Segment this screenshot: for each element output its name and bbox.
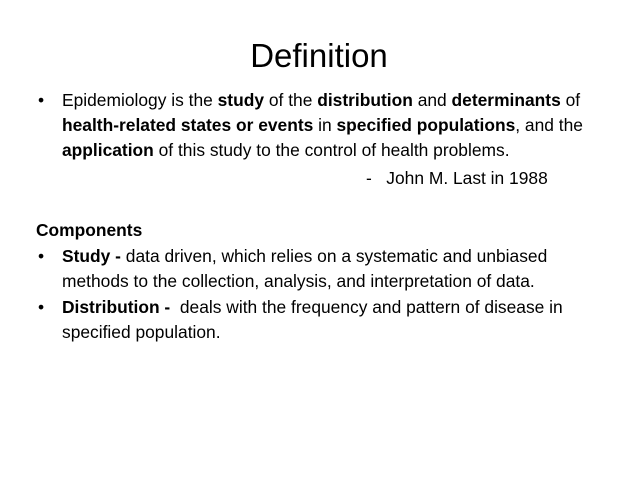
definition-part: , and the — [515, 115, 583, 135]
definition-keyword-specified-populations: specified populations — [336, 115, 516, 135]
definition-part: and — [412, 90, 452, 110]
component-description: data driven, which relies on a systematic and unbiased methods to the collection, analysis, and interpretation of data. — [62, 246, 553, 291]
slide-content — [36, 88, 611, 345]
components-heading: Components — [36, 220, 143, 240]
definition-keyword-health-related-states: health-related states or events — [62, 115, 314, 135]
definition-text — [62, 90, 583, 160]
component-term: Distribution - — [62, 297, 171, 317]
definition-part: Epidemiology is the — [62, 90, 218, 110]
attribution: - John M. Last in 1988 — [366, 168, 548, 188]
component-term: Study - — [62, 246, 121, 266]
definition-keyword-distribution: distribution — [317, 90, 413, 110]
definition-part: of this study to the control of health problems. — [153, 140, 510, 160]
slide-title: Definition — [250, 37, 388, 74]
definition-keyword-application: application — [62, 140, 154, 160]
definition-part: of the — [264, 90, 318, 110]
component-bullet-distribution — [36, 295, 611, 345]
definition-keyword-determinants: determinants — [451, 90, 561, 110]
definition-part: of — [560, 90, 581, 110]
component-bullet-study — [36, 244, 611, 294]
definition-part: in — [313, 115, 337, 135]
definition-bullet — [36, 88, 611, 163]
definition-keyword-study: study — [217, 90, 265, 110]
component-description: deals with the frequency and pattern of disease in specified population. — [62, 297, 568, 342]
